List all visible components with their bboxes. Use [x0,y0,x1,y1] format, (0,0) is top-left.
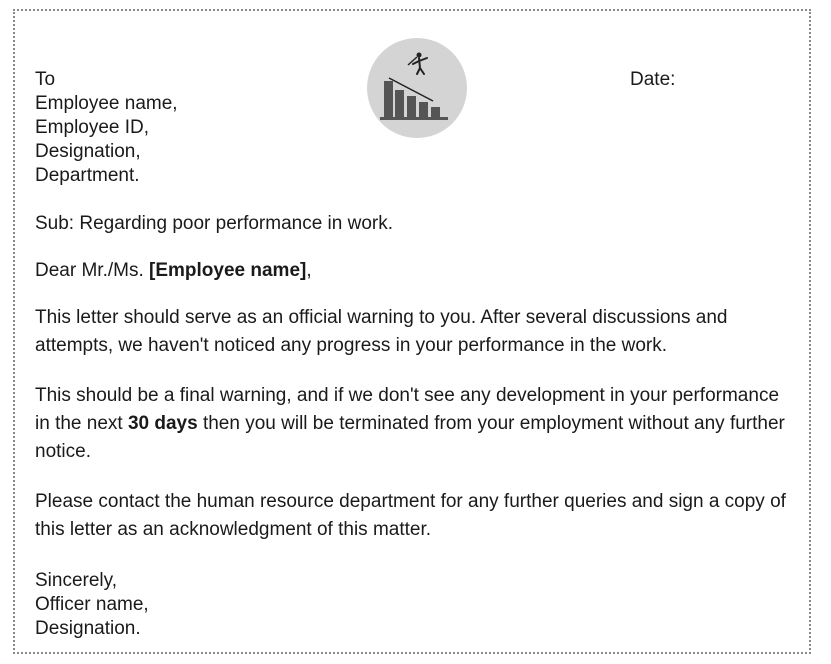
salutation [35,259,312,283]
closing-designation: Designation. [35,618,141,639]
closing-sincerely: Sincerely, [35,570,118,591]
deadline-days: 30 days [127,413,198,434]
final-warning-text-start: This should be a final warning, and if we don't see any development in your performance in the next [35,385,780,434]
recipient-employee-id: Employee ID, [35,117,150,138]
date-label: Date: [630,69,676,90]
closing-officer-name: Officer name, [35,594,149,615]
recipient-designation: Designation, [35,141,141,162]
salutation-prefix: Dear Mr./Ms. [35,260,150,281]
to-label: To [35,69,56,90]
recipient-department: Department. [35,165,140,186]
salutation-suffix: , [306,260,312,281]
final-warning-text-end: then you will be terminated from your employment without any further notice. [35,413,785,462]
final-warning-paragraph [35,382,795,466]
employee-name-placeholder: [Employee name] [149,260,307,281]
recipient-employee-name: Employee name, [35,93,178,114]
declining-performance-chart-icon [367,38,467,138]
warning-paragraph: This letter should serve as an official warning to you. After several discussions and attempts, we haven't noticed any progress in your performance in the work. [35,307,728,356]
contact-hr-paragraph: Please contact the human resource department for any further queries and sign a copy of this letter as an acknowledgment of this matter. [35,491,786,540]
subject-line: Sub: Regarding poor performance in work. [35,213,394,234]
